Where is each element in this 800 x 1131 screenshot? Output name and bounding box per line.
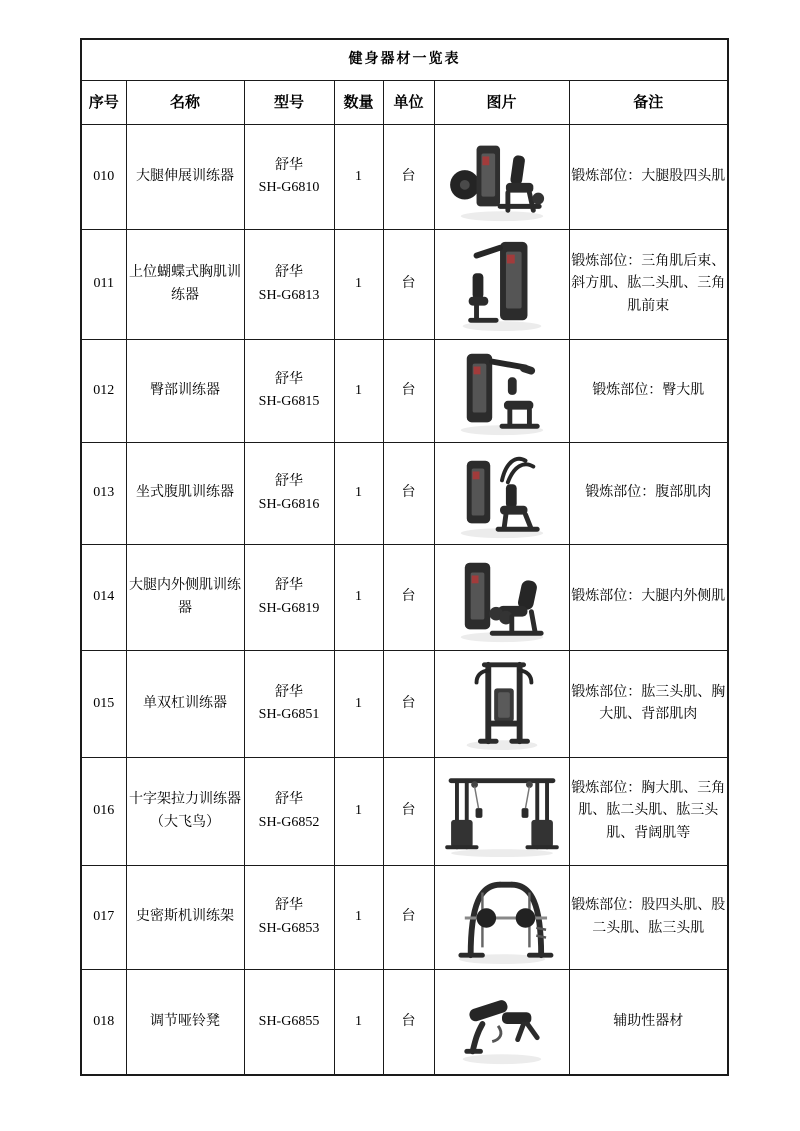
name-cell: 大腿伸展训练器 bbox=[126, 125, 244, 230]
qty-cell: 1 bbox=[334, 866, 383, 970]
unit-cell: 台 bbox=[383, 758, 434, 866]
remark-cell: 锻炼部位：腹部肌肉 bbox=[569, 443, 728, 545]
model-text: SH-G6813 bbox=[258, 287, 320, 303]
equipment-image-cable-crossover bbox=[435, 765, 569, 859]
image-cell bbox=[434, 651, 569, 758]
model-cell bbox=[244, 340, 334, 443]
equipment-image-pec-fly bbox=[435, 236, 569, 334]
brand-text: 舒华 bbox=[275, 684, 303, 700]
qty-cell: 1 bbox=[334, 340, 383, 443]
model-cell bbox=[244, 651, 334, 758]
col-header-image: 图片 bbox=[434, 81, 569, 125]
model-text: SH-G6819 bbox=[258, 600, 320, 616]
qty-cell: 1 bbox=[334, 230, 383, 340]
model-cell bbox=[244, 970, 334, 1075]
name-cell: 上位蝴蝶式胸肌训练器 bbox=[126, 230, 244, 340]
col-header-model: 型号 bbox=[244, 81, 334, 125]
col-header-unit: 单位 bbox=[383, 81, 434, 125]
header-row bbox=[81, 81, 728, 125]
image-cell bbox=[434, 340, 569, 443]
model-text: SH-G6853 bbox=[258, 920, 320, 936]
serial-cell: 015 bbox=[81, 651, 126, 758]
model-text: SH-G6816 bbox=[258, 496, 320, 512]
name-cell: 调节哑铃凳 bbox=[126, 970, 244, 1075]
col-header-remark: 备注 bbox=[569, 81, 728, 125]
table-row bbox=[81, 230, 728, 340]
table-row bbox=[81, 545, 728, 651]
image-cell bbox=[434, 125, 569, 230]
serial-cell: 018 bbox=[81, 970, 126, 1075]
serial-cell: 012 bbox=[81, 340, 126, 443]
col-header-qty: 数量 bbox=[334, 81, 383, 125]
serial-cell: 013 bbox=[81, 443, 126, 545]
model-cell bbox=[244, 545, 334, 651]
name-cell: 臀部训练器 bbox=[126, 340, 244, 443]
table-row bbox=[81, 970, 728, 1075]
model-text: SH-G6851 bbox=[258, 707, 320, 722]
equipment-table bbox=[80, 38, 729, 1076]
table-row bbox=[81, 125, 728, 230]
title-row bbox=[81, 39, 728, 81]
brand-text: 舒华 bbox=[275, 474, 303, 490]
unit-cell: 台 bbox=[383, 866, 434, 970]
unit-cell: 台 bbox=[383, 230, 434, 340]
table-row bbox=[81, 651, 728, 758]
remark-cell: 锻炼部位：大腿内外侧肌 bbox=[569, 545, 728, 651]
remark-cell: 锻炼部位：三角肌后束、斜方肌、肱二头肌、三角肌前束 bbox=[569, 230, 728, 340]
brand-text: 舒华 bbox=[275, 371, 303, 387]
qty-cell: 1 bbox=[334, 758, 383, 866]
equipment-image-smith-machine bbox=[435, 871, 569, 965]
name-cell: 单双杠训练器 bbox=[126, 651, 244, 758]
model-cell bbox=[244, 866, 334, 970]
unit-cell: 台 bbox=[383, 340, 434, 443]
qty-cell: 1 bbox=[334, 545, 383, 651]
image-cell bbox=[434, 443, 569, 545]
table-row bbox=[81, 866, 728, 970]
image-cell bbox=[434, 970, 569, 1075]
model-text: SH-G6815 bbox=[258, 394, 320, 409]
name-cell: 大腿内外侧肌训练器 bbox=[126, 545, 244, 651]
remark-cell: 锻炼部位：肱三头肌、胸大肌、背部肌肉 bbox=[569, 651, 728, 758]
remark-cell: 辅助性器材 bbox=[569, 970, 728, 1075]
model-text: SH-G6855 bbox=[258, 1013, 320, 1029]
brand-text: 舒华 bbox=[275, 578, 303, 594]
table-row bbox=[81, 443, 728, 545]
unit-cell: 台 bbox=[383, 443, 434, 545]
model-text: SH-G6810 bbox=[258, 180, 320, 195]
equipment-image-adjustable-bench bbox=[435, 977, 569, 1067]
brand-text: 舒华 bbox=[275, 157, 303, 173]
model-cell bbox=[244, 443, 334, 545]
name-cell: 史密斯机训练架 bbox=[126, 866, 244, 970]
name-cell: 坐式腹肌训练器 bbox=[126, 443, 244, 545]
unit-cell: 台 bbox=[383, 970, 434, 1075]
image-cell bbox=[434, 230, 569, 340]
remark-cell: 锻炼部位：大腿股四头肌 bbox=[569, 125, 728, 230]
equipment-image-dip-chin-assist bbox=[435, 655, 569, 753]
serial-cell: 011 bbox=[81, 230, 126, 340]
model-cell bbox=[244, 125, 334, 230]
brand-text: 舒华 bbox=[275, 265, 303, 281]
col-header-no: 序号 bbox=[81, 81, 126, 125]
model-text: SH-G6852 bbox=[258, 814, 320, 830]
name-cell: 十字架拉力训练器（大飞鸟） bbox=[126, 758, 244, 866]
image-cell bbox=[434, 866, 569, 970]
image-cell bbox=[434, 545, 569, 651]
remark-cell: 锻炼部位：胸大肌、三角肌、肱二头肌、肱三头肌、背阔肌等 bbox=[569, 758, 728, 866]
qty-cell: 1 bbox=[334, 443, 383, 545]
table-row bbox=[81, 340, 728, 443]
table-row bbox=[81, 758, 728, 866]
remark-cell: 锻炼部位：股四头肌、股二头肌、肱三头肌 bbox=[569, 866, 728, 970]
document-title: 健身器材一览表 bbox=[81, 39, 728, 81]
model-cell bbox=[244, 230, 334, 340]
model-cell bbox=[244, 758, 334, 866]
serial-cell: 016 bbox=[81, 758, 126, 866]
brand-text: 舒华 bbox=[275, 792, 303, 808]
serial-cell: 014 bbox=[81, 545, 126, 651]
qty-cell: 1 bbox=[334, 651, 383, 758]
brand-text: 舒华 bbox=[275, 898, 303, 914]
unit-cell: 台 bbox=[383, 545, 434, 651]
remark-cell: 锻炼部位：臀大肌 bbox=[569, 340, 728, 443]
qty-cell: 1 bbox=[334, 125, 383, 230]
serial-cell: 017 bbox=[81, 866, 126, 970]
equipment-image-ab-crunch bbox=[435, 447, 569, 541]
serial-cell: 010 bbox=[81, 125, 126, 230]
equipment-image-leg-extension bbox=[435, 130, 569, 224]
col-header-name: 名称 bbox=[126, 81, 244, 125]
equipment-image-glute-trainer bbox=[435, 344, 569, 438]
qty-cell: 1 bbox=[334, 970, 383, 1075]
equipment-image-inner-outer-thigh bbox=[435, 551, 569, 645]
unit-cell: 台 bbox=[383, 125, 434, 230]
unit-cell: 台 bbox=[383, 651, 434, 758]
image-cell bbox=[434, 758, 569, 866]
